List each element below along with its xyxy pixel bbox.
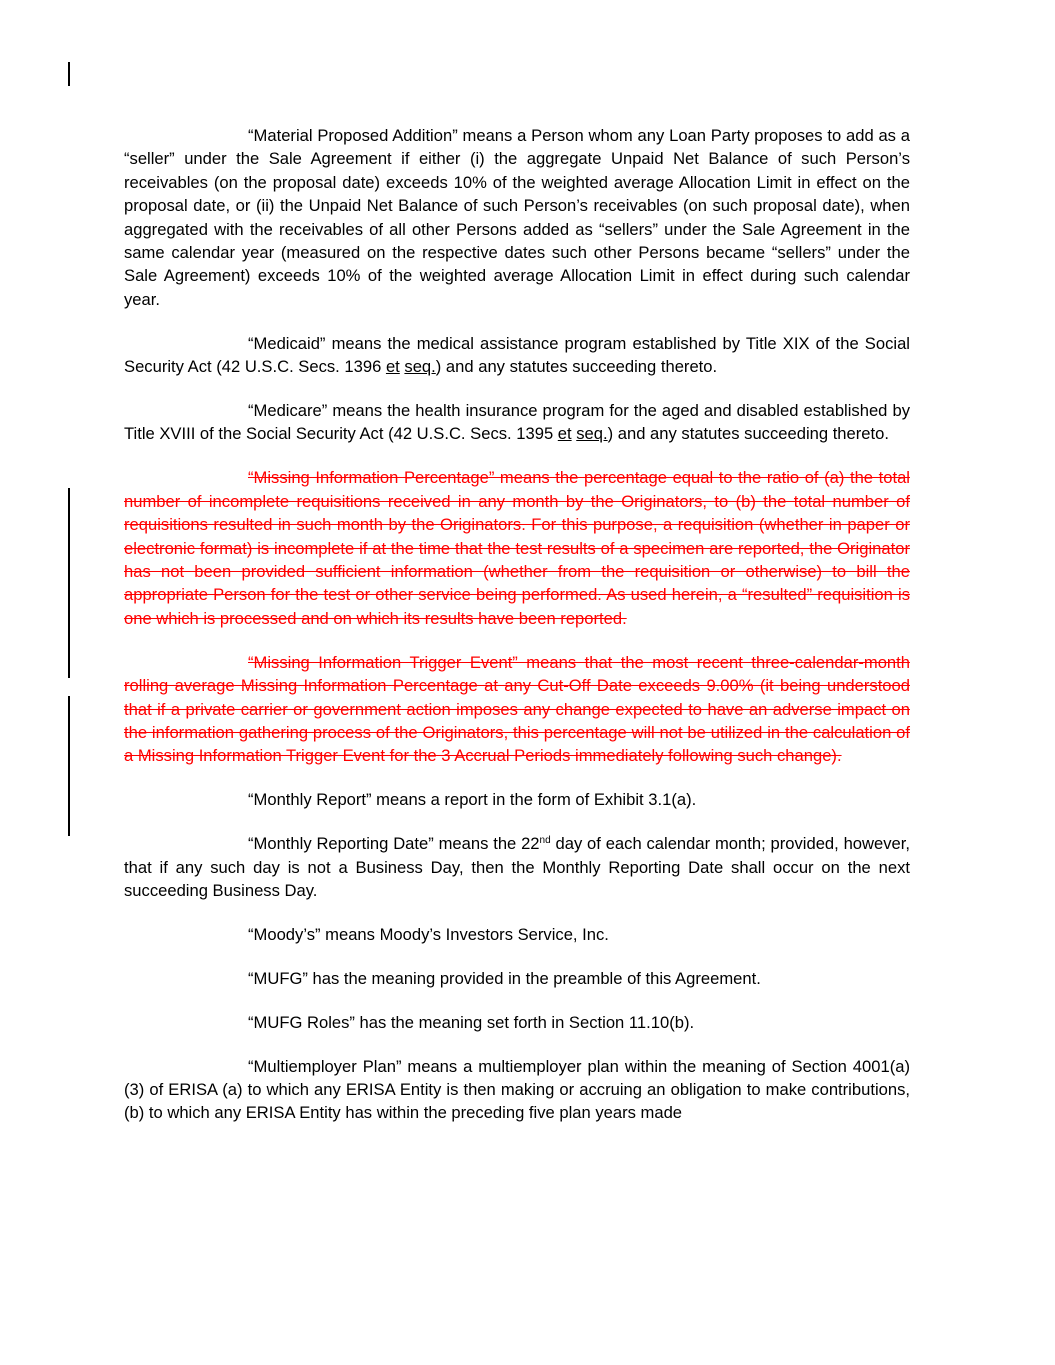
document-body — [124, 124, 910, 1145]
text-cursor — [68, 62, 70, 86]
medicare-text-2: ) and any statutes succeeding thereto. — [607, 424, 889, 444]
medicare-text-1: “Medicare” means the health insurance program for the aged and disabled established by Title XVIII of the Social Security Act (42 U.S.C. Secs. 1395 — [124, 401, 910, 444]
definition-medicaid — [124, 332, 910, 379]
ordinal-suffix: nd — [539, 835, 551, 847]
definition-multiemployer-plan: “Multiemployer Plan” means a multiemployer plan within the meaning of Section 4001(a)(3) of ERISA (a) to which any ERISA Entity is then making or accruing an obligation to make contributions, (b) to which any ERISA Entity has within the preceding five plan years made — [124, 1056, 910, 1123]
medicaid-text-1: “Medicaid” means the medical assistance program established by Title XIX of the Social Security Act (42 U.S.C. Secs. 1396 — [124, 333, 910, 377]
definition-material-proposed-addition: “Material Proposed Addition” means a Person whom any Loan Party proposes to add as a “seller” under the Sale Agreement if either (i) the aggregate Unpaid Net Balance of such Person’s receivables (on the proposal date) exceeds 10% of the weighted average Allocation Limit in effect on the proposal date, or (ii) the Unpaid Net Balance of such Person’s receivables (on such proposal date), when aggregated with the receivables of all other Persons added as “sellers” under the Sale Agreement in the same calendar year (measured on the respective dates such other Persons became “sellers” under the Sale Agreement) exceeds 10% of the weighted average Allocation Limit in effect during such calendar year. — [124, 126, 910, 309]
change-bar-missing-information-trigger-event — [68, 696, 70, 836]
definition-mufg: “MUFG” has the meaning provided in the preamble of this Agreement. — [248, 968, 761, 988]
medicaid-seq: seq. — [404, 357, 436, 377]
definition-missing-information-trigger-event: “Missing Information Trigger Event” means that the most recent three-calendar-month rolling average Missing Information Percentage at any Cut-Off Date exceeds 9.00% (it being understood that if a private carrier or government action imposes any change expected to have an adverse impact on the information gathering process of the Originators, this percentage will not be utilized in the calculation of a Missing Information Trigger Event for the 3 Accrual Periods immediately following such change). — [124, 652, 910, 766]
definition-missing-information-percentage: “Missing Information Percentage” means the percentage equal to the ratio of (a) the total number of incomplete requisitions received in any month by the Originators, to (b) the total number of requisitions resulted in such month by the Originators. For this purpose, a requisition (whether in paper or electronic format) is incomplete if at the time that the test results of a specimen are reported, the Originator has not been provided sufficient information (whether from the requisition or otherwise) to bill the appropriate Person for the test or other service being performed. As used herein, a “resulted” requisition is one which is processed and on which its results have been reported. — [124, 468, 910, 628]
monthly-reporting-date-text-1: “Monthly Reporting Date” means the 22 — [248, 834, 540, 854]
medicare-seq: seq. — [576, 424, 608, 444]
medicaid-text-2: ) and any statutes succeeding thereto. — [435, 357, 718, 377]
definition-monthly-reporting-date — [124, 832, 910, 902]
change-bar-missing-information-percentage — [68, 488, 70, 678]
medicaid-et: et — [385, 357, 400, 377]
definition-medicare — [124, 399, 910, 446]
monthly-reporting-date-text-2: day of each calendar month; provided, however, that if any such day is not a Business Day, then the Monthly Reporting Date shall occur on the next succeeding Business Day. — [124, 834, 910, 900]
definition-moodys: “Moody’s” means Moody’s Investors Service, Inc. — [248, 924, 609, 944]
medicare-et: et — [557, 424, 572, 444]
definition-monthly-report: “Monthly Report” means a report in the form of Exhibit 3.1(a). — [248, 790, 697, 810]
definition-mufg-roles: “MUFG Roles” has the meaning set forth in Section 11.10(b). — [248, 1012, 695, 1032]
